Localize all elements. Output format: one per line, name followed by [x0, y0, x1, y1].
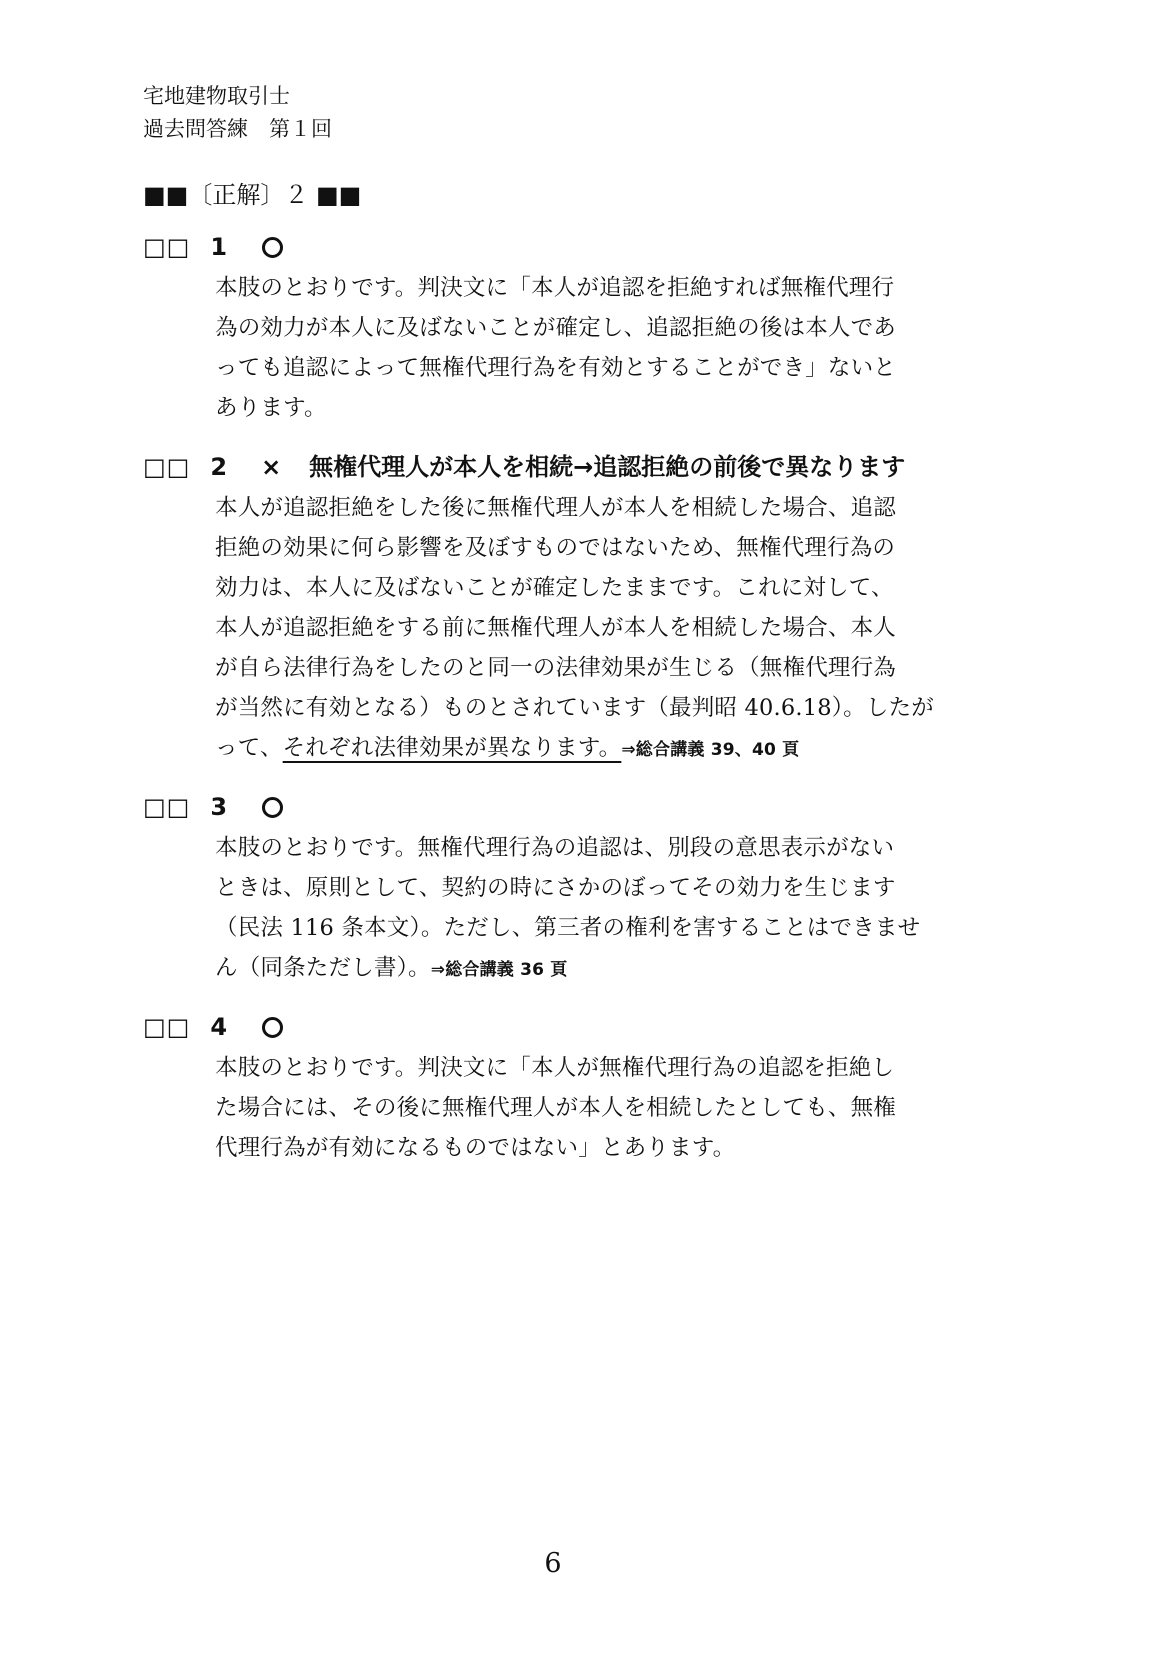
choice-1-header — [143, 232, 283, 262]
choice-number: 4 — [210, 1013, 228, 1041]
exam-subtitle: 過去問答練 第１回 — [143, 117, 332, 141]
review-checkboxes: □□ — [143, 453, 191, 481]
lecture-reference: ⇒総合講義 36 頁 — [430, 960, 568, 980]
explanation-line-last — [215, 728, 975, 770]
explanation-line: 本肢のとおりです。判決文に「本人が追認を拒絶すれば無権代理行 — [215, 275, 895, 301]
explanation-line: 本人が追認拒絶をする前に無権代理人が本人を相続した場合、本人 — [215, 615, 897, 641]
page-header — [143, 80, 332, 146]
choice-4-explanation — [215, 1048, 975, 1168]
correct-circle-icon — [262, 797, 283, 818]
explanation-line: （民法 116 条本文）。ただし、第三者の権利を害することはできませ — [215, 915, 921, 941]
explanation-text: ん（同条ただし書）。 — [215, 955, 431, 981]
choice-number: 2 — [210, 453, 228, 481]
explanation-line: 為の効力が本人に及ばないことが確定し、追認拒絶の後は本人であ — [215, 315, 897, 341]
explanation-line: あります。 — [215, 395, 327, 421]
explanation-text: って、 — [215, 735, 283, 761]
explanation-line: 本肢のとおりです。無権代理行為の追認は、別段の意思表示がない — [215, 835, 895, 861]
review-checkboxes: □□ — [143, 793, 191, 821]
choice-4-header — [143, 1012, 283, 1042]
explanation-line: っても追認によって無権代理行為を有効とすることができ」ないと — [215, 355, 897, 381]
incorrect-cross-mark: × — [261, 453, 282, 481]
correct-circle-icon — [262, 1017, 283, 1038]
lecture-reference: ⇒総合講義 39、40 頁 — [621, 740, 800, 760]
choice-2-explanation — [215, 488, 975, 770]
review-checkboxes: □□ — [143, 1013, 191, 1041]
explanation-line: 効力は、本人に及ばないことが確定したままです。これに対して、 — [215, 575, 894, 601]
explanation-line: 代理行為が有効になるものではない」とあります。 — [215, 1135, 736, 1161]
correct-answer-heading: ■■〔正解〕２ ■■ — [143, 181, 362, 209]
underlined-conclusion: それぞれ法律効果が異なります。 — [282, 735, 622, 761]
correct-circle-icon — [262, 237, 283, 258]
choice-number: 1 — [210, 233, 228, 261]
explanation-line: ときは、原則として、契約の時にさかのぼってその効力を生じます — [215, 875, 896, 901]
choice-3-explanation — [215, 828, 975, 990]
explanation-line: 本肢のとおりです。判決文に「本人が無権代理行為の追認を拒絶し — [215, 1055, 895, 1081]
choice-number: 3 — [210, 793, 228, 821]
page-number: 6 — [544, 1548, 562, 1579]
choice-3-header — [143, 792, 283, 822]
explanation-line: 拒絶の効果に何ら影響を及ぼすものではないため、無権代理行為の — [215, 535, 896, 561]
explanation-line: が自ら法律行為をしたのと同一の法律効果が生じる（無権代理行為 — [215, 655, 897, 681]
choice-2-summary: 無権代理人が本人を相続→追認拒絶の前後で異なります — [309, 453, 906, 481]
explanation-line: 本人が追認拒絶をした後に無権代理人が本人を相続した場合、追認 — [215, 495, 897, 521]
choice-1-explanation — [215, 268, 975, 428]
explanation-line-last — [215, 948, 975, 990]
choice-2-header — [143, 452, 905, 482]
explanation-line: た場合には、その後に無権代理人が本人を相続したとしても、無権 — [215, 1095, 897, 1121]
review-checkboxes: □□ — [143, 233, 191, 261]
explanation-line: が当然に有効となる）ものとされています（最判昭 40.6.18）。したが — [215, 695, 934, 721]
exam-title: 宅地建物取引士 — [143, 84, 290, 108]
